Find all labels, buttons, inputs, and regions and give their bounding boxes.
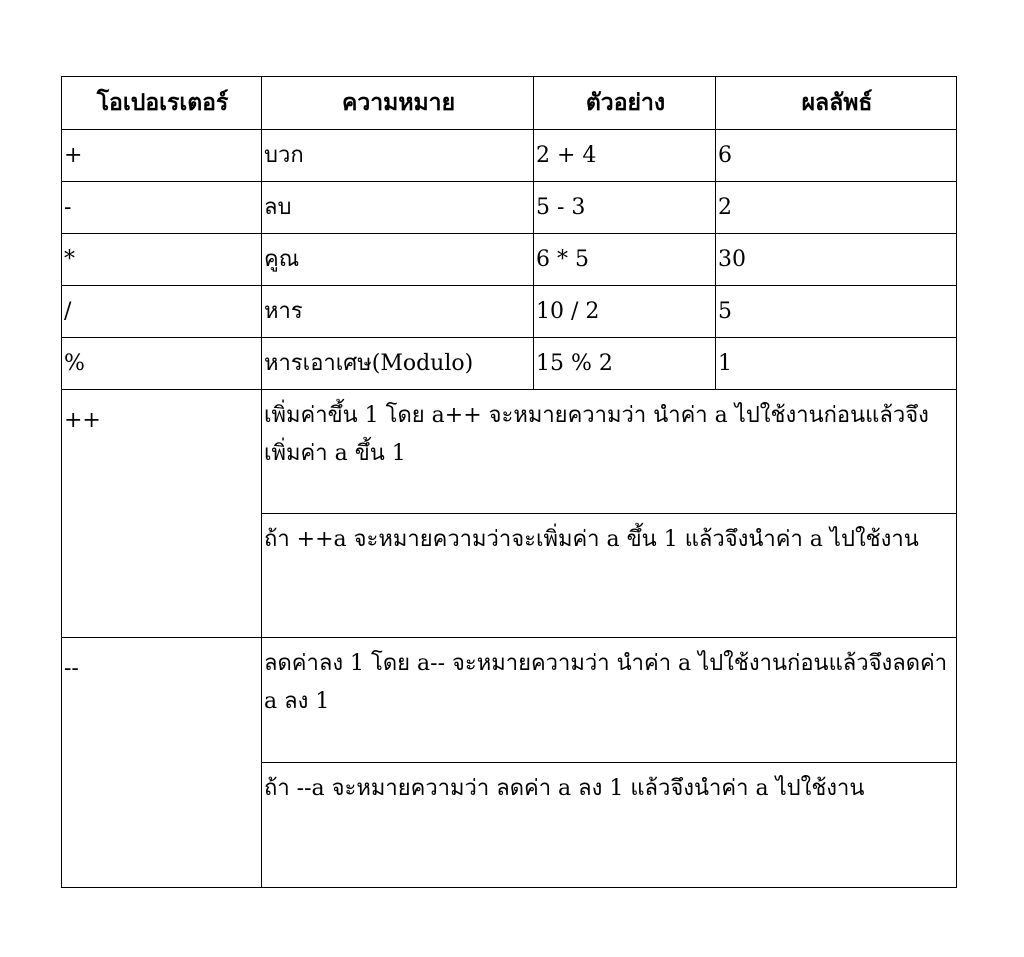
result-cell: 6 xyxy=(716,130,957,182)
result-cell: 1 xyxy=(716,338,957,390)
example-cell: 6 * 5 xyxy=(534,234,716,286)
meaning-cell: คูณ xyxy=(262,234,534,286)
table-row xyxy=(62,130,957,182)
increment-prefix-description: ถ้า ++a จะหมายความว่าจะเพิ่มค่า a ขึ้น 1 แล้วจึงนำค่า a ไปใช้งาน xyxy=(262,514,957,638)
meaning-cell: บวก xyxy=(262,130,534,182)
header-example: ตัวอย่าง xyxy=(534,77,716,130)
decrement-row xyxy=(62,638,957,763)
table-row xyxy=(62,182,957,234)
header-result: ผลลัพธ์ xyxy=(716,77,957,130)
increment-row xyxy=(62,390,957,514)
table-row xyxy=(62,234,957,286)
table-header-row xyxy=(62,77,957,130)
increment-operator-cell: ++ xyxy=(62,390,262,638)
result-cell: 30 xyxy=(716,234,957,286)
table-row xyxy=(62,286,957,338)
meaning-cell: ลบ xyxy=(262,182,534,234)
example-cell: 10 / 2 xyxy=(534,286,716,338)
operator-cell: / xyxy=(62,286,262,338)
example-cell: 15 % 2 xyxy=(534,338,716,390)
table-row xyxy=(62,338,957,390)
increment-postfix-description: เพิ่มค่าขึ้น 1 โดย a++ จะหมายความว่า นำค่า a ไปใช้งานก่อนแล้วจึงเพิ่มค่า a ขึ้น 1 xyxy=(262,390,957,514)
header-meaning: ความหมาย xyxy=(262,77,534,130)
meaning-cell: หาร xyxy=(262,286,534,338)
example-cell: 2 + 4 xyxy=(534,130,716,182)
operators-table xyxy=(61,76,957,888)
example-cell: 5 - 3 xyxy=(534,182,716,234)
decrement-postfix-description: ลดค่าลง 1 โดย a-- จะหมายความว่า นำค่า a ไปใช้งานก่อนแล้วจึงลดค่า a ลง 1 xyxy=(262,638,957,763)
operator-cell: % xyxy=(62,338,262,390)
result-cell: 2 xyxy=(716,182,957,234)
operator-cell: - xyxy=(62,182,262,234)
decrement-prefix-description: ถ้า --a จะหมายความว่า ลดค่า a ลง 1 แล้วจึงนำค่า a ไปใช้งาน xyxy=(262,763,957,888)
operator-cell: * xyxy=(62,234,262,286)
header-operator: โอเปอเรเตอร์ xyxy=(62,77,262,130)
operator-cell: + xyxy=(62,130,262,182)
meaning-cell: หารเอาเศษ(Modulo) xyxy=(262,338,534,390)
result-cell: 5 xyxy=(716,286,957,338)
decrement-operator-cell: -- xyxy=(62,638,262,888)
